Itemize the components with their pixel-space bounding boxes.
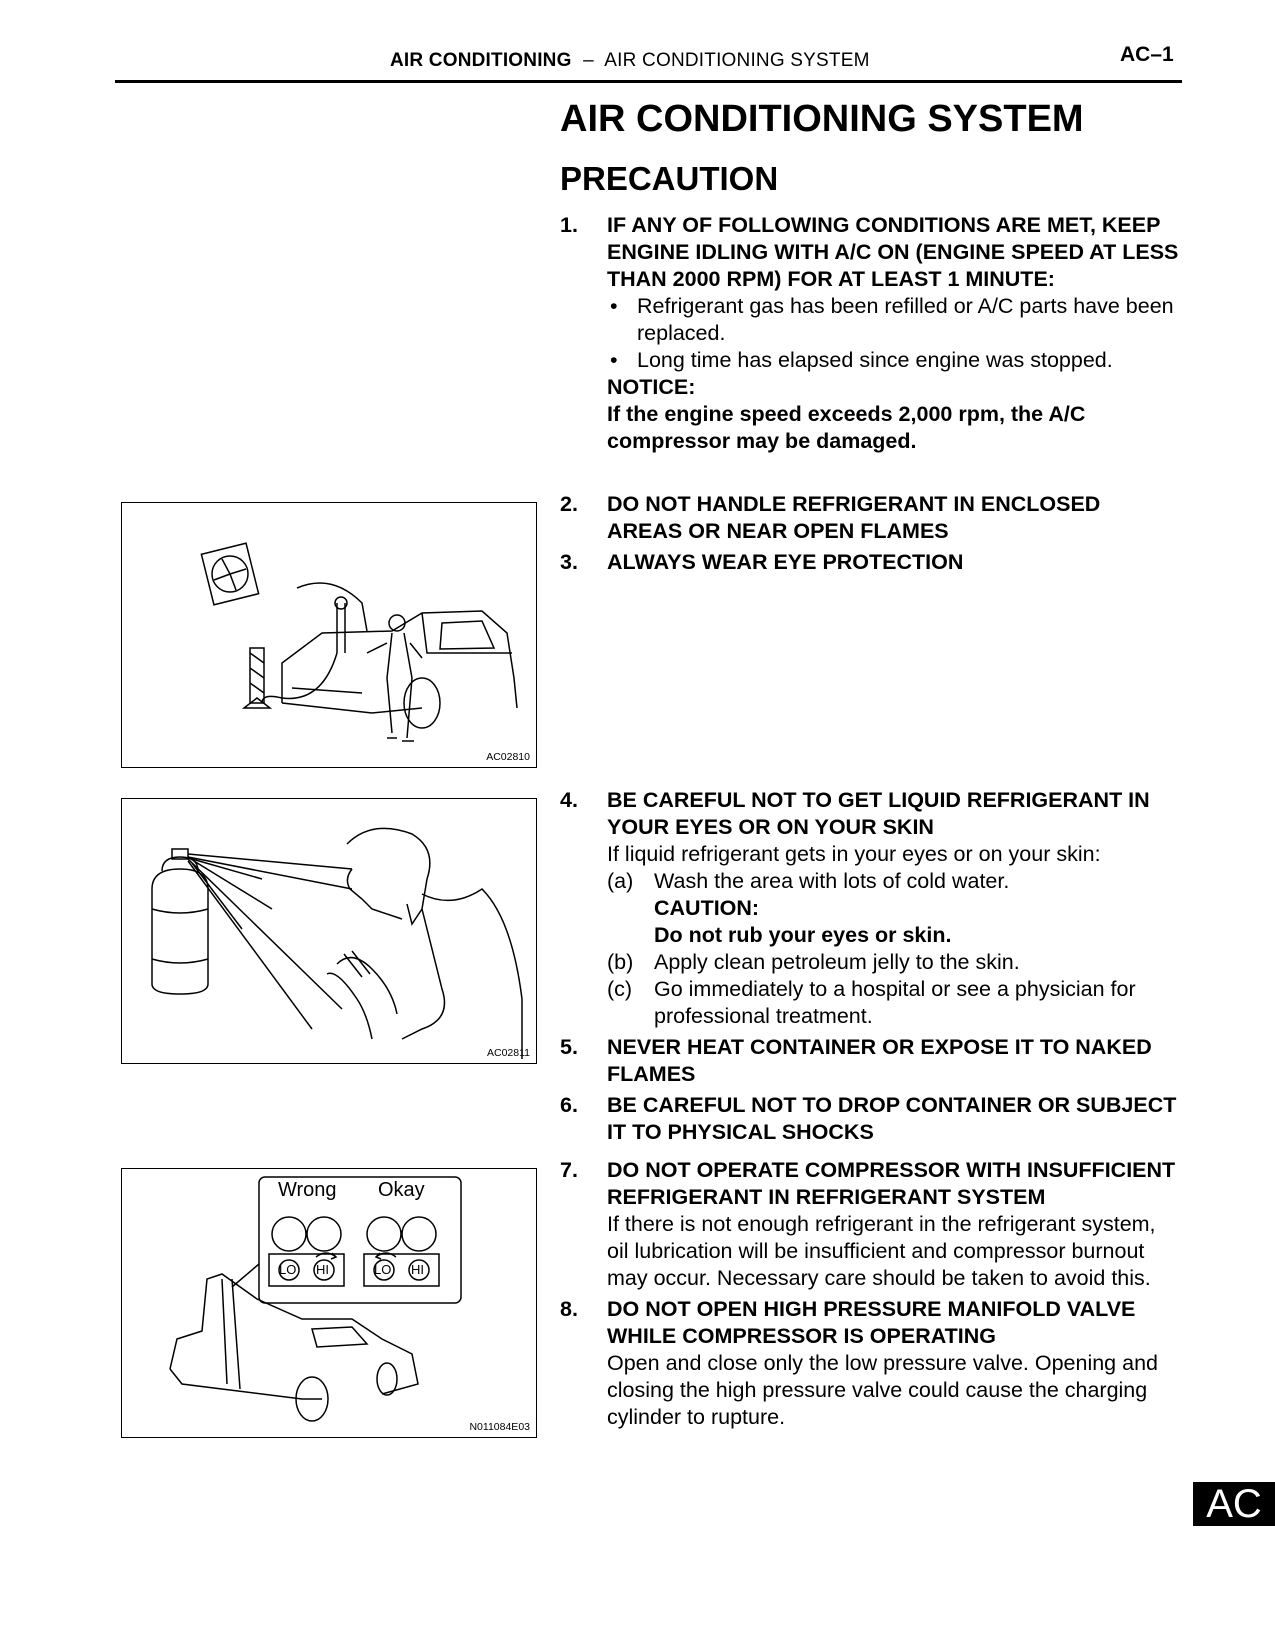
sub-step <box>607 949 1180 976</box>
header-rule <box>115 80 1182 83</box>
item-number: 2. <box>560 492 578 516</box>
fan-icon <box>201 543 258 605</box>
sub-step-label: (b) <box>607 950 634 974</box>
item-number: 7. <box>560 1158 578 1182</box>
figure-id: N011084E03 <box>469 1421 530 1433</box>
figure-id: AC02811 <box>486 1047 530 1059</box>
label-hi: HI <box>316 1262 329 1277</box>
bullet-item <box>607 293 1180 347</box>
label-lo: LO <box>374 1262 392 1277</box>
header-section: AIR CONDITIONING <box>390 50 572 71</box>
item-heading: BE CAREFUL NOT TO DROP CONTAINER OR SUBJECT IT TO PHYSICAL SHOCKS <box>607 1093 1177 1144</box>
header-separator: – <box>583 50 594 71</box>
item-heading: BE CAREFUL NOT TO GET LIQUID REFRIGERANT IN YOUR EYES OR ON YOUR SKIN <box>607 788 1150 839</box>
figure-id: AC02810 <box>486 751 530 763</box>
item-4-6 <box>560 787 1180 1146</box>
section-tab: AC <box>1193 1482 1275 1526</box>
spray-icon <box>188 854 352 1029</box>
item-heading: DO NOT OPEN HIGH PRESSURE MANIFOLD VALVE WHILE COMPRESSOR IS OPERATING <box>607 1297 1136 1348</box>
sub-step <box>607 868 1180 949</box>
item-2-3 <box>560 491 1180 576</box>
item-body: Open and close only the low pressure valve. Opening and closing the high pressure valve could cause the charging cylinder to rupture. <box>607 1351 1158 1429</box>
notice-label: NOTICE: <box>607 375 696 399</box>
hands-icon <box>327 951 397 1039</box>
running-header <box>390 50 870 72</box>
sub-step-text: Apply clean petroleum jelly to the skin. <box>654 950 1020 974</box>
item-1 <box>560 212 1180 455</box>
item-number: 4. <box>560 788 578 812</box>
item-intro: If liquid refrigerant gets in your eyes or on your skin: <box>607 842 1101 866</box>
car-icon <box>282 583 517 728</box>
label-hi: HI <box>411 1262 424 1277</box>
sub-step-text: Go immediately to a hospital or see a physician for professional treatment. <box>654 977 1136 1028</box>
technician-icon <box>367 615 422 741</box>
label-lo: LO <box>279 1262 297 1277</box>
gauge-set-icon <box>262 597 347 703</box>
bullet-icon: • <box>610 294 618 318</box>
item-number: 5. <box>560 1035 578 1059</box>
bullet-icon: • <box>610 348 618 372</box>
item-number: 1. <box>560 213 578 237</box>
page-title: AIR CONDITIONING SYSTEM <box>560 98 1084 140</box>
label-okay: Okay <box>378 1179 425 1201</box>
figure-ventilation <box>121 502 537 768</box>
item-heading: DO NOT OPERATE COMPRESSOR WITH INSUFFICIENT REFRIGERANT IN REFRIGERANT SYSTEM <box>607 1158 1176 1209</box>
item-number: 3. <box>560 550 578 574</box>
section-title: PRECAUTION <box>560 160 779 197</box>
header-subsection: AIR CONDITIONING SYSTEM <box>604 50 870 71</box>
refrigerant-cylinder-icon <box>244 648 270 708</box>
bullet-text: Refrigerant gas has been refilled or A/C parts have been replaced. <box>637 294 1174 345</box>
sub-step <box>607 976 1180 1030</box>
sub-step-text: Wash the area with lots of cold water. <box>654 869 1010 893</box>
item-number: 6. <box>560 1093 578 1117</box>
sub-step-label: (a) <box>607 869 634 893</box>
notice-text: If the engine speed exceeds 2,000 rpm, the A/C compressor may be damaged. <box>607 402 1086 453</box>
car-icon <box>170 1274 418 1421</box>
sub-step-label: (c) <box>607 977 633 1001</box>
item-heading: ALWAYS WEAR EYE PROTECTION <box>607 550 964 574</box>
figure-manifold-valve <box>121 1168 537 1438</box>
bullet-text: Long time has elapsed since engine was stopped. <box>637 348 1113 372</box>
label-wrong: Wrong <box>278 1179 337 1201</box>
item-body: If there is not enough refrigerant in the refrigerant system, oil lubrication will be insufficient and compressor burnout may occur. Necessary care should be taken to avoid this. <box>607 1212 1156 1290</box>
ventilation-illustration <box>122 503 538 769</box>
item-number: 8. <box>560 1297 578 1321</box>
item-heading: DO NOT HANDLE REFRIGERANT IN ENCLOSED AREAS OR NEAR OPEN FLAMES <box>607 492 1101 543</box>
item-heading: NEVER HEAT CONTAINER OR EXPOSE IT TO NAKED FLAMES <box>607 1035 1152 1086</box>
man-icon <box>347 828 522 1059</box>
eye-protection-illustration <box>122 799 538 1065</box>
bullet-item <box>607 347 1180 374</box>
item-7-8 <box>560 1157 1180 1431</box>
item-heading: IF ANY OF FOLLOWING CONDITIONS ARE MET, KEEP ENGINE IDLING WITH A/C ON (ENGINE SPEED AT LESS THAN 2000 RPM) FOR AT LEAST 1 MINUTE: <box>607 213 1179 291</box>
manifold-illustration <box>122 1169 538 1439</box>
page-number: AC–1 <box>1120 43 1174 66</box>
caution-text: Do not rub your eyes or skin. <box>654 923 952 947</box>
figure-eye-protection <box>121 798 537 1064</box>
caution-label: CAUTION: <box>654 896 760 920</box>
